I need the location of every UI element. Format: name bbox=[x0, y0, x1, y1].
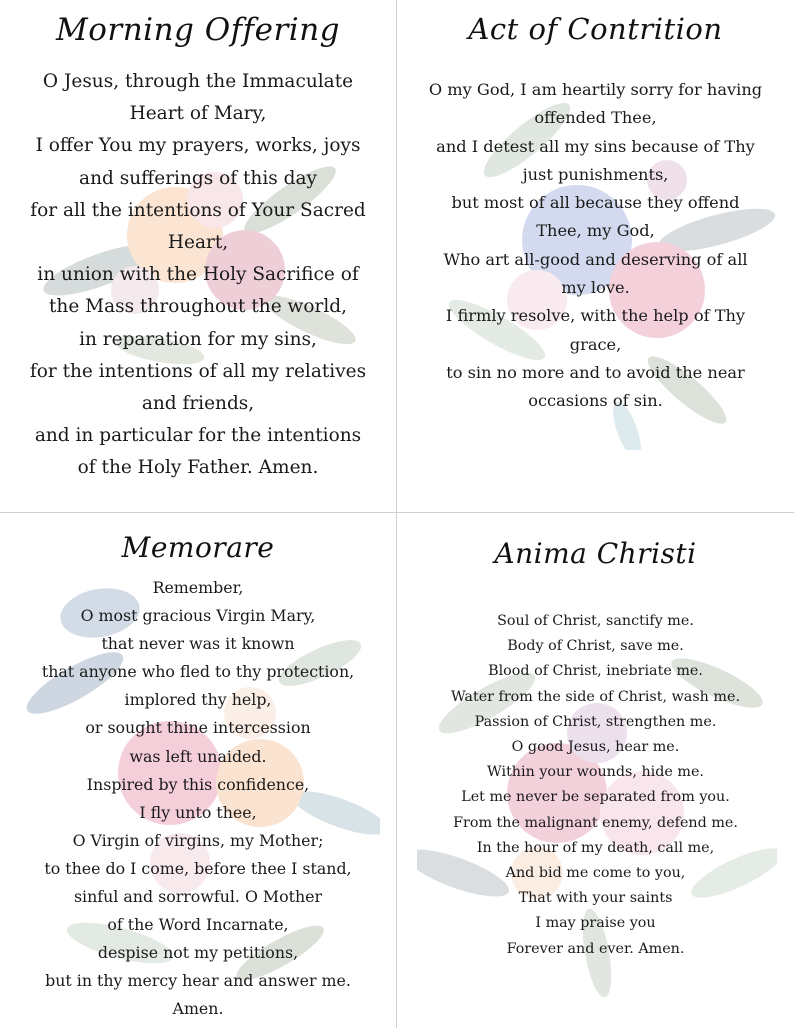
prayer-line: Let me never be separated from you. bbox=[461, 789, 730, 806]
prayer-line: Within your wounds, hide me. bbox=[487, 764, 704, 781]
prayer-line: the Mass throughout the world, bbox=[48, 296, 348, 318]
prayer-line: In the hour of my death, call me, bbox=[476, 839, 715, 856]
prayer-card-morning-offering bbox=[0, 0, 396, 512]
prayer-line: to sin no more and to avoid the near bbox=[446, 362, 745, 382]
prayer-line: Inspired by this confidence, bbox=[86, 774, 310, 794]
prayer-line: just punishments, bbox=[522, 164, 669, 184]
prayer-text bbox=[0, 574, 396, 1024]
prayer-line: Soul of Christ, sanctify me. bbox=[497, 613, 694, 629]
prayer-line: grace, bbox=[569, 334, 622, 354]
prayer-line: and sufferings of this day bbox=[79, 167, 317, 189]
prayer-line: Who art all-good and deserving of all bbox=[443, 249, 748, 269]
prayer-line: for the intentions of all my relatives bbox=[29, 360, 367, 382]
prayer-line: Heart, bbox=[167, 232, 229, 254]
prayer-line: but most of all because they offend bbox=[451, 193, 740, 213]
prayer-line: for all the intentions of Your Sacred bbox=[30, 199, 366, 221]
prayer-line: but in thy mercy hear and answer me. bbox=[45, 971, 351, 991]
prayer-line: Remember, bbox=[152, 578, 244, 597]
prayer-line: O my God, I am heartily sorry for having bbox=[428, 80, 763, 99]
prayer-line: was left unaided. bbox=[129, 746, 267, 766]
prayer-text bbox=[0, 66, 396, 485]
prayer-text bbox=[397, 76, 794, 416]
prayer-title: Act of Contrition bbox=[468, 12, 723, 46]
prayer-line: O Jesus, through the Immaculate bbox=[42, 71, 354, 92]
prayer-line: that never was it known bbox=[101, 634, 295, 654]
prayer-line: and I detest all my sins because of Thy bbox=[436, 136, 755, 156]
prayer-card-anima-christi bbox=[397, 513, 794, 1028]
prayer-line: of the Word Incarnate, bbox=[107, 915, 289, 935]
prayer-line: And bid me come to you, bbox=[505, 865, 686, 882]
prayer-title: Anima Christi bbox=[494, 537, 697, 570]
prayer-line: occasions of sin. bbox=[528, 391, 663, 411]
prayer-line: Amen. bbox=[172, 999, 224, 1019]
prayer-line: Blood of Christ, inebriate me. bbox=[488, 663, 703, 680]
prayer-line: That with your saints bbox=[518, 890, 673, 907]
prayer-line: I may praise you bbox=[535, 915, 656, 932]
prayer-line: Forever and ever. Amen. bbox=[506, 940, 685, 957]
prayer-title: Morning Offering bbox=[55, 12, 341, 48]
prayer-line: sinful and sorrowful. O Mother bbox=[73, 887, 323, 907]
prayer-line: I offer You my prayers, works, joys bbox=[35, 135, 361, 157]
prayer-title: Memorare bbox=[121, 531, 275, 564]
prayer-line: and in particular for the intentions bbox=[34, 425, 362, 447]
prayer-line: offended Thee, bbox=[534, 108, 657, 128]
prayer-card-act-of-contrition bbox=[397, 0, 794, 512]
prayer-line: O most gracious Virgin Mary, bbox=[80, 606, 316, 626]
prayer-line: I firmly resolve, with the help of Thy bbox=[445, 306, 746, 326]
prayer-line: Passion of Christ, strengthen me. bbox=[474, 713, 717, 730]
prayer-line: Thee, my God, bbox=[536, 221, 655, 241]
prayer-line: I fly unto thee, bbox=[139, 802, 257, 822]
prayer-line: in reparation for my sins, bbox=[79, 328, 317, 350]
prayer-line: Heart of Mary, bbox=[129, 103, 267, 125]
prayer-line: implored thy help, bbox=[124, 690, 272, 710]
prayer-line: and friends, bbox=[141, 393, 255, 415]
prayer-line: or sought thine intercession bbox=[85, 718, 311, 738]
prayer-line: of the Holy Father. Amen. bbox=[77, 457, 319, 479]
prayer-line: despise not my petitions, bbox=[97, 943, 299, 963]
prayer-line: in union with the Holy Sacrifice of bbox=[37, 264, 359, 286]
prayer-line: Body of Christ, save me. bbox=[507, 638, 684, 655]
prayer-line: that anyone who fled to thy protection, bbox=[41, 662, 355, 682]
prayer-line: Water from the side of Christ, wash me. bbox=[450, 688, 740, 705]
prayer-line: O good Jesus, hear me. bbox=[511, 739, 680, 756]
prayer-line: my love. bbox=[561, 278, 630, 298]
prayer-text bbox=[397, 609, 794, 962]
prayer-card-memorare bbox=[0, 513, 396, 1028]
prayer-line: O Virgin of virgins, my Mother; bbox=[72, 830, 324, 850]
prayer-line: From the malignant enemy, defend me. bbox=[453, 814, 738, 831]
prayer-line: to thee do I come, before thee I stand, bbox=[44, 858, 352, 878]
